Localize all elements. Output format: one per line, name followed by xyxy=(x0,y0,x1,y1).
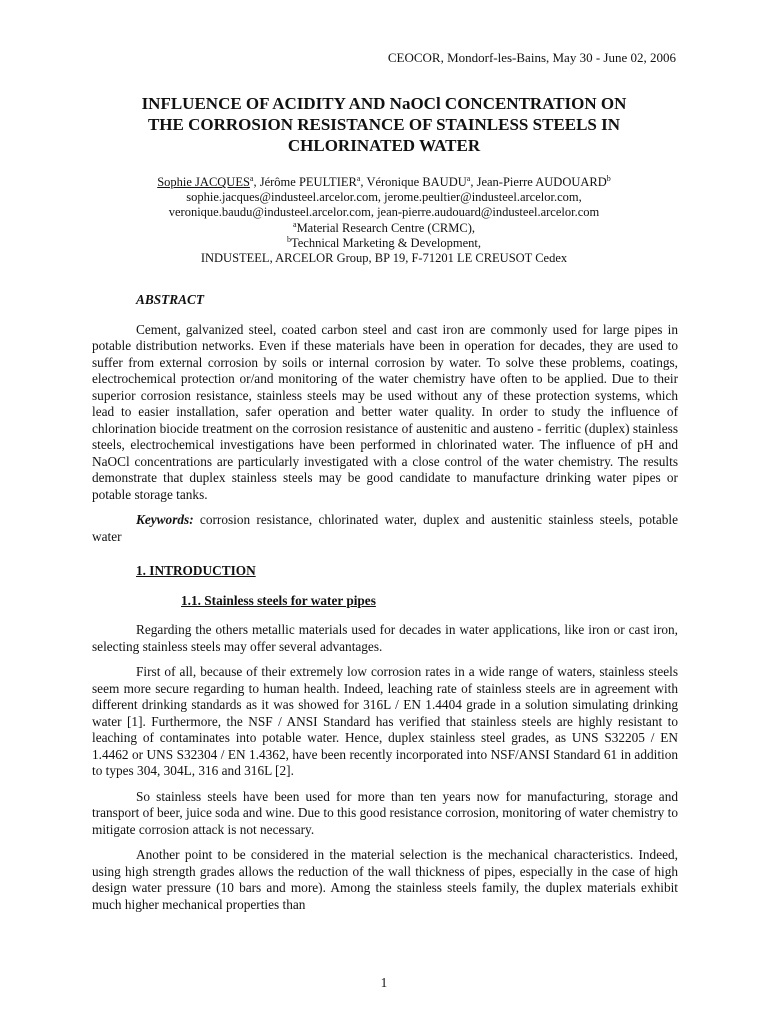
author-name: Véronique BAUDU xyxy=(366,175,467,189)
affiliation-mark: a xyxy=(249,173,254,183)
separator: , xyxy=(360,175,367,189)
affiliation-mark: a xyxy=(356,173,361,183)
title-line-2: THE CORROSION RESISTANCE OF STAINLESS STEELS IN xyxy=(147,115,621,134)
author-name: Sophie JACQUES xyxy=(157,175,250,189)
separator: , xyxy=(253,175,260,189)
affiliation-mark: a xyxy=(293,219,297,229)
title-line-1: INFLUENCE OF ACIDITY AND NaOCl CONCENTRATION ON xyxy=(141,94,627,113)
affiliation-b xyxy=(100,236,668,251)
author-block xyxy=(100,175,668,266)
paragraph: So stainless steels have been used for more than ten years now for manufacturing, storage and transport of beer, juice soda and wine. Due to this good resistance corrosion, monitoring of water chemistry to mitigate corrosion attack is not necessary. xyxy=(92,788,678,837)
conference-header: CEOCOR, Mondorf-les-Bains, May 30 - June 02, 2006 xyxy=(387,50,676,65)
paragraph: Another point to be considered in the material selection is the mechanical characteristics. Indeed, using high strength grades allows the reduction of the wall thickness of pipes, especially in the case of high design water pressure (10 bars and more). Among the stainless steels family, the duplex materials exhibit much higher mechanical properties than xyxy=(92,847,678,912)
affiliation-mark: b xyxy=(286,234,291,244)
author-names xyxy=(100,175,668,190)
subsection-heading: 1.1. Stainless steels for water pipes xyxy=(181,592,376,608)
paragraph: First of all, because of their extremely low corrosion rates in a wide range of waters, stainless steels seem more secure regarding to human health. Indeed, leaching rate of stainless steels are in agreement with different drinking standards as it was showed for 316L / EN 1.4404 grade in a solution simulating drinking water [1]. Furthermore, the NSF / ANSI Standard has verified that stainless steels are highly resistant to leaching of contaminates into potable water. Hence, duplex stainless steel grades, as UNS S32205 / EN 1.4462 or UNS S32304 / EN 1.4362, have been recently incorporated into NSF/ANSI Standard 61 in addition to types 304, 304L, 316 and 316L [2]. xyxy=(92,664,678,778)
affiliation-text: Material Research Centre (CRMC), xyxy=(296,220,475,235)
paragraph: Regarding the others metallic materials used for decades in water applications, like iron or cast iron, selecting stainless steels may offer several advantages. xyxy=(92,622,678,654)
section-heading: 1. INTRODUCTION xyxy=(136,563,256,578)
author-name: Jean-Pierre AUDOUARD xyxy=(476,175,607,189)
author-name: Jérôme PEULTIER xyxy=(259,175,357,189)
abstract-heading: ABSTRACT xyxy=(136,292,204,307)
email-line: veronique.baudu@industeel.arcelor.com, jean-pierre.audouard@industeel.arcelor.com xyxy=(168,205,600,220)
email-line: sophie.jacques@industeel.arcelor.com, jerome.peultier@industeel.arcelor.com, xyxy=(186,190,582,205)
affiliation-mark: b xyxy=(606,173,611,183)
keywords-label: Keywords: xyxy=(136,512,194,527)
abstract-paragraph: Cement, galvanized steel, coated carbon steel and cast iron are commonly used for large pipes in potable distribution networks. Even if these materials have been in operation for decades, they are used to suffer from external corrosion by soils or internal corrosion by water. To solve these problems, coatings, electrochemical protection or/and monitoring of the water chemistry have often to be applied. Due to their superior corrosion resistance, stainless steels may be used without any of these protection systems, which lead to easier installation, safer operation and better water quality. In order to study the influence of chlorination biocide treatment on the corrosion resistance of austenitic and austeno - ferritic (duplex) stainless steels, electrochemical investigations have been performed in chlorinated water. The influence of pH and NaOCl concentrations are particularly investigated with a close control of the water chemistry. The results demonstrate that duplex stainless steels may be good candidate to manufacture drinking water pipes or potable storage tanks. xyxy=(92,321,678,502)
address: INDUSTEEL, ARCELOR Group, BP 19, F-71201 LE CREUSOT Cedex xyxy=(200,251,568,266)
title-line-3: CHLORINATED WATER xyxy=(287,136,481,155)
keywords-text: corrosion resistance, chlorinated water, duplex and austenitic stainless steels, potable water xyxy=(92,512,678,544)
separator: , xyxy=(470,175,477,189)
affiliation-text: Technical Marketing & Development, xyxy=(290,235,482,250)
affiliation-a xyxy=(100,221,668,236)
affiliation-mark: a xyxy=(466,173,471,183)
page-number: 1 xyxy=(380,975,388,990)
body-text xyxy=(92,292,678,922)
keywords-paragraph xyxy=(92,512,678,545)
paper-title xyxy=(100,93,668,156)
